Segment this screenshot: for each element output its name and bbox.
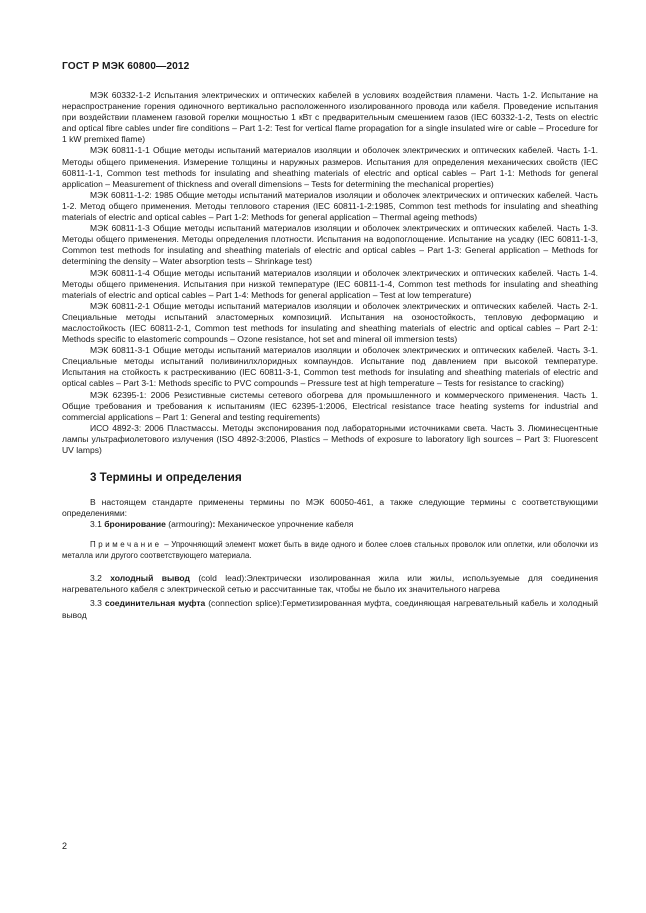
term-3-1-colon: : (212, 519, 216, 530)
term-3-1 (62, 519, 598, 530)
term-3-1-number: 3.1 (90, 519, 102, 530)
term-3-2-english: (cold lead) (198, 573, 245, 584)
section-3-intro: В настоящем стандарте применены термины по МЭК 60050-461, а также следующие термины с соответствующими определениями: (62, 497, 598, 519)
reference-iec-60811-2-1: МЭК 60811-2-1 Общие методы испытаний материалов изоляции и оболочек электрических и оптических кабелей. Часть 2-1. Специальные методы испытаний эластомерных композиций. Испытания на озоностойкость, тепловую деформацию и маслостойкость (IEC 60811-2-1, Common test methods for insulating and sheathing materials of electric and optical cables – Part 2-1: Methods specific to elastomeric compounds – Ozone resistance, hot set and mineral oil immersion tests) (62, 300, 598, 345)
reference-iec-60811-1-3: МЭК 60811-1-3 Общие методы испытаний материалов изоляции и оболочек электрических и оптических кабелей. Часть 1-3. Методы общего применения. Методы определения плотности. Испытания на водопоглощение. Испытание на усадку (IEC 60811-1-3, Common test methods for insulating and sheathing materials of electric and optical cables – Part 1-3: General application – Methods for determining the density – Water absorption tests – Shrinkage test) (62, 223, 598, 267)
section-3-title: 3 Термины и определения (90, 471, 242, 485)
term-3-3-number: 3.3 (90, 598, 102, 609)
document-header: ГОСТ Р МЭК 60800—2012 (62, 61, 190, 72)
reference-iec-60811-3-1: МЭК 60811-3-1 Общие методы испытаний материалов изоляции и оболочек электрических и оптических кабелей. Часть 3-1. Специальные методы испытаний поливинилхлоридных компаундов. Испытание под давлением при высокой температуре. Испытания на стойкость к растрескиванию (IEC 60811-3-1, Common test methods for insulating and sheathing materials of electric and optical cables – Part 3-1: Methods specific to PVC compounds – Pressure test at high temperature – Tests for resistance to cracking) (62, 345, 598, 389)
term-3-1-definition: Механическое упрочнение кабеля (215, 519, 354, 530)
term-3-1-note (62, 540, 598, 561)
term-3-1-english: (armouring) (168, 519, 213, 530)
reference-iec-60332-1-2: МЭК 60332-1-2 Испытания электрических и оптических кабелей в условиях воздействия пламени. Часть 1-2. Испытание на нераспространение горения одиночного вертикально расположенного изолированного провода или кабеля. Проведение испытания при воздействии пламенем газовой горелки мощностью 1 кВт с предварительным смешением газов (IEC 60332-1-2, Tests on electric and optical fibre cables under fire conditions – Part 1-2: Test for vertical flame propagation for a single insulated wire or cable – Procedure for 1 kW premixed flame) (62, 90, 598, 145)
term-3-3-name: соединительная муфта (104, 598, 206, 609)
reference-iso-4892-3: ИСО 4892-3: 2006 Пластмассы. Методы экспонирования под лабораторными источниками света. Часть 3. Люминесцентные лампы ультрафиолетового излучения (ISO 4892-3:2006, Plastics – Methods of exposure to laboratory ligh sources – Part 3: Fluorescent UV lamps) (62, 422, 598, 455)
reference-iec-60811-1-1: МЭК 60811-1-1 Общие методы испытаний материалов изоляции и оболочек электрических и оптических кабелей. Часть 1-1. Методы общего применения. Измерение толщины и наружных размеров. Испытания для определения механических свойств (IEC 60811-1-1, Common test methods for insulating and sheathing materials of electric and optical cables – Part 1-1: Methods for general application – Measurement of thickness and overall dimensions – Tests for determining the mechanical properties) (62, 145, 598, 189)
term-3-2-definition: :Электрически изолированная жила или жилы, используемые для соединения нагревательного кабеля с электрической сетью и рассчитанные так, чтобы не было их значительного нагрева (62, 573, 599, 595)
page-number: 2 (62, 841, 68, 851)
reference-iec-60811-1-2: МЭК 60811-1-2: 1985 Общие методы испытаний материалов изоляции и оболочек электрических и оптических кабелей. Часть 1-2. Метод общего применения. Методы теплового старения (IEC 60811-1-2:1985, Common test methods for insulating and sheathing materials of electric and optical cables – Part 1-2: Methods for general application – Thermal ageing methods) (62, 189, 598, 223)
term-3-2-number: 3.2 (90, 573, 102, 584)
term-3-3 (62, 598, 598, 620)
reference-iec-60811-1-4: МЭК 60811-1-4 Общие методы испытаний материалов изоляции и оболочек электрических и оптических кабелей. Часть 1-4. Методы общего применения. Испытания при низкой температуре (IEC 60811-1-4, Common test methods for insulating and sheathing materials of electric and optical cables – Part 1-4: Methods for general application – Test at low temperature) (62, 267, 598, 300)
note-label: Примечание (90, 540, 162, 550)
term-3-2 (62, 573, 598, 595)
document-body (62, 90, 598, 624)
term-3-2-name: холодный вывод (110, 573, 190, 584)
term-3-3-english: (connection splice) (208, 598, 281, 609)
term-3-1-name: бронирование (104, 519, 166, 530)
term-3-3-definition: :Герметизированная муфта, соединяющая нагревательный кабель и холодный вывод (62, 598, 599, 620)
reference-iec-62395-1: МЭК 62395-1: 2006 Резистивные системы сетевого обогрева для промышленного и коммерческого применения. Часть 1. Общие требования и требования к испытаниям (IEC 62395-1:2006, Electrical resistance trace heating systems for industrial and commercial applications – Part 1: General and testing requirements) (62, 389, 598, 422)
note-text: – Упрочняющий элемент может быть в виде одного и более слоев стальных проволок или оплетки, или оболочки из металла или другого соответствующего материала. (62, 540, 598, 560)
